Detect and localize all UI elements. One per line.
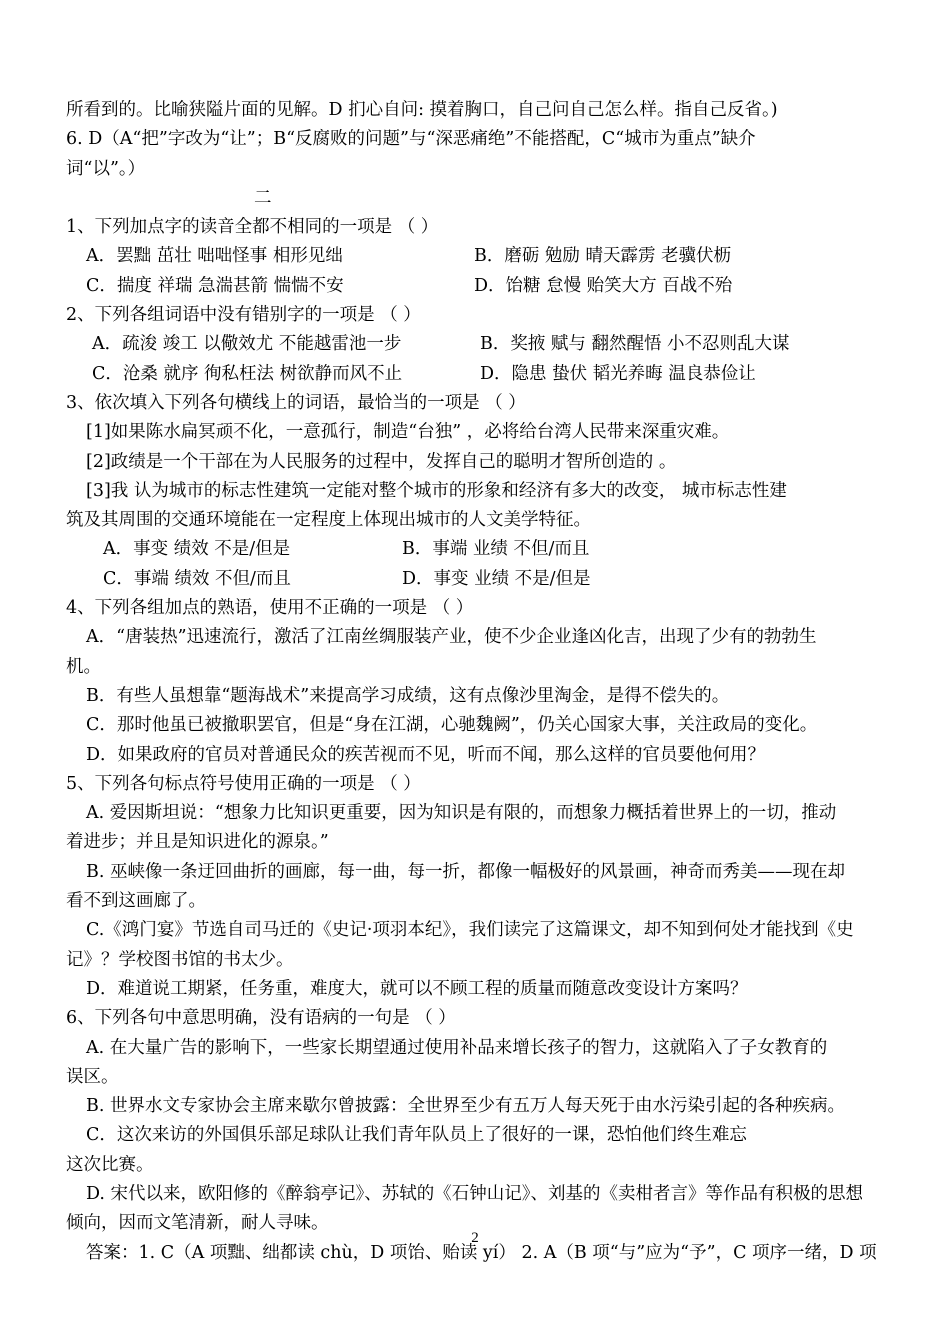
- options-row: [66, 330, 896, 359]
- question-4: 4、下列各组加点的熟语，使用不正确的一项是 （ ）: [66, 598, 474, 619]
- option-d: D．如果政府的官员对普通民众的疾苦视而不见，听而不闻，那么这样的官员要他何用？: [86, 744, 766, 765]
- option-d: D．难道说工期紧，任务重，难度大，就可以不顾工程的质量而随意改变设计方案吗？: [86, 978, 748, 999]
- option-b: B．事端 业绩 不但/而且: [402, 539, 590, 560]
- answer-line: 答案：1. C（A 项黜、绌都读 chù，D 项饴、贻读 yí） 2. A（B 项“与”应为“予”，C 项序一绪，D 项: [86, 1242, 877, 1263]
- question-3: 3、依次填入下列各句横线上的词语，最恰当的一项是 （ ）: [66, 392, 526, 413]
- text-line: 机。: [66, 656, 101, 677]
- option-d: D. 宋代以来，欧阳修的《醉翁亭记》、苏轼的《石钟山记》、刘基的《卖柑者言》等作品有积极的思想: [86, 1183, 864, 1204]
- text-line: 着进步；并且是知识进化的源泉。”: [66, 832, 329, 853]
- option-c: C．那时他虽已被撤职罢官，但是“身在江湖，心驰魏阙”，仍关心国家大事，关注政局的变化。: [86, 715, 818, 736]
- options-row: [66, 272, 896, 301]
- option-d: D．隐患 蛰伏 韬光养晦 温良恭俭让: [480, 363, 756, 384]
- option-c: C．这次来访的外国俱乐部足球队让我们青年队员上了很好的一课，恐怕他们终生难忘: [86, 1125, 747, 1146]
- option-c: C．揣度 祥瑞 急湍甚箭 惴惴不安: [86, 275, 344, 296]
- option-a: A．“唐装热”迅速流行，激活了江南丝绸服装产业，使不少企业逢凶化吉，出现了少有的勃勃生: [86, 627, 817, 648]
- text-line: 记》？学校图书馆的书太少。: [66, 949, 294, 970]
- option-a: A. 爱因斯坦说：“想象力比知识更重要，因为知识是有限的，而想象力概括着世界上的一切，推动: [86, 803, 837, 824]
- option-b: B. 世界水文专家协会主席来歇尔曾披露：全世界至少有五万人每天死于由水污染引起的各种疾病。: [86, 1096, 845, 1117]
- question-5: 5、下列各句标点符号使用正确的一项是 （ ）: [66, 773, 421, 794]
- option-c: C.《鸿门宴》节选自司马迁的《史记·项羽本纪》，我们读完了这篇课文，却不知到何处才能找到《史: [86, 920, 854, 941]
- page-number: 2: [471, 1230, 479, 1246]
- option-a: A．事变 绩效 不是/但是: [103, 539, 291, 560]
- option-b: B．磨砺 勉励 晴天霹雳 老骥伏枥: [474, 246, 732, 267]
- option-b: B. 巫峡像一条迂回曲折的画廊，每一曲，每一折，都像一幅极好的风景画，神奇而秀美——现在却: [86, 861, 845, 882]
- question-6: 6、下列各句中意思明确，没有语病的一句是 （ ）: [66, 1008, 456, 1029]
- sentence-3: [3]我 认为城市的标志性建筑一定能对整个城市的形象和经济有多大的改变， 城市标志性建: [86, 480, 787, 501]
- text-line: 6. D（A“把”字改为“让”；B“反腐败的问题”与“深恶痛绝”不能搭配，C“城市为重点”缺介: [66, 129, 756, 150]
- question-1: 1、下列加点字的读音全都不相同的一项是 （ ）: [66, 217, 439, 238]
- option-a: A. 在大量广告的影响下，一些家长期望通过使用补品来增长孩子的智力，这就陷入了子女教育的: [86, 1037, 828, 1058]
- option-a: A．疏浚 竣工 以儆效尤 不能越雷池一步: [92, 334, 402, 355]
- sentence-2: [2]政绩是一个干部在为人民服务的过程中，发挥自己的聪明才智所创造的 。: [86, 451, 677, 472]
- options-row: [66, 360, 896, 389]
- text-line: 所看到的。比喻狭隘片面的见解。D 扪心自问: 摸着胸口，自己问自己怎么样。指自己反省。): [66, 100, 778, 120]
- text-line: 筑及其周围的交通环境能在一定程度上体现出城市的人文美学特征。: [66, 510, 591, 531]
- option-c: C．沧桑 就序 徇私枉法 树欲静而风不止: [92, 363, 403, 384]
- option-a: A．罢黜 茁壮 咄咄怪事 相形见绌: [86, 246, 343, 267]
- option-b: B．有些人虽想靠“题海战术”来提高学习成绩，这有点像沙里淘金，是得不偿失的。: [86, 685, 730, 706]
- options-row: [66, 535, 896, 564]
- options-row: [66, 565, 896, 594]
- text-line: 误区。: [66, 1066, 119, 1087]
- question-2: 2、下列各组词语中没有错别字的一项是 （ ）: [66, 305, 421, 326]
- option-d: D．事变 业绩 不是/但是: [402, 568, 591, 589]
- option-b: B．奖掖 赋与 翻然醒悟 小不忍则乱大谋: [480, 334, 790, 355]
- section-heading: 二: [254, 187, 272, 208]
- text-line: 看不到这画廊了。: [66, 891, 206, 912]
- option-c: C．事端 绩效 不但/而且: [103, 568, 291, 589]
- options-row: [66, 242, 896, 271]
- sentence-1: [1]如果陈水扁冥顽不化，一意孤行，制造“台独” ，必将给台湾人民带来深重灾难。: [86, 422, 730, 443]
- document-body: [66, 96, 896, 1268]
- option-d: D．饴糖 怠慢 贻笑大方 百战不殆: [474, 275, 733, 296]
- text-line: 词“以”。）: [66, 158, 146, 179]
- text-line: 这次比赛。: [66, 1154, 154, 1175]
- text-line: 倾向，因而文笔清新，耐人寻味。: [66, 1213, 329, 1234]
